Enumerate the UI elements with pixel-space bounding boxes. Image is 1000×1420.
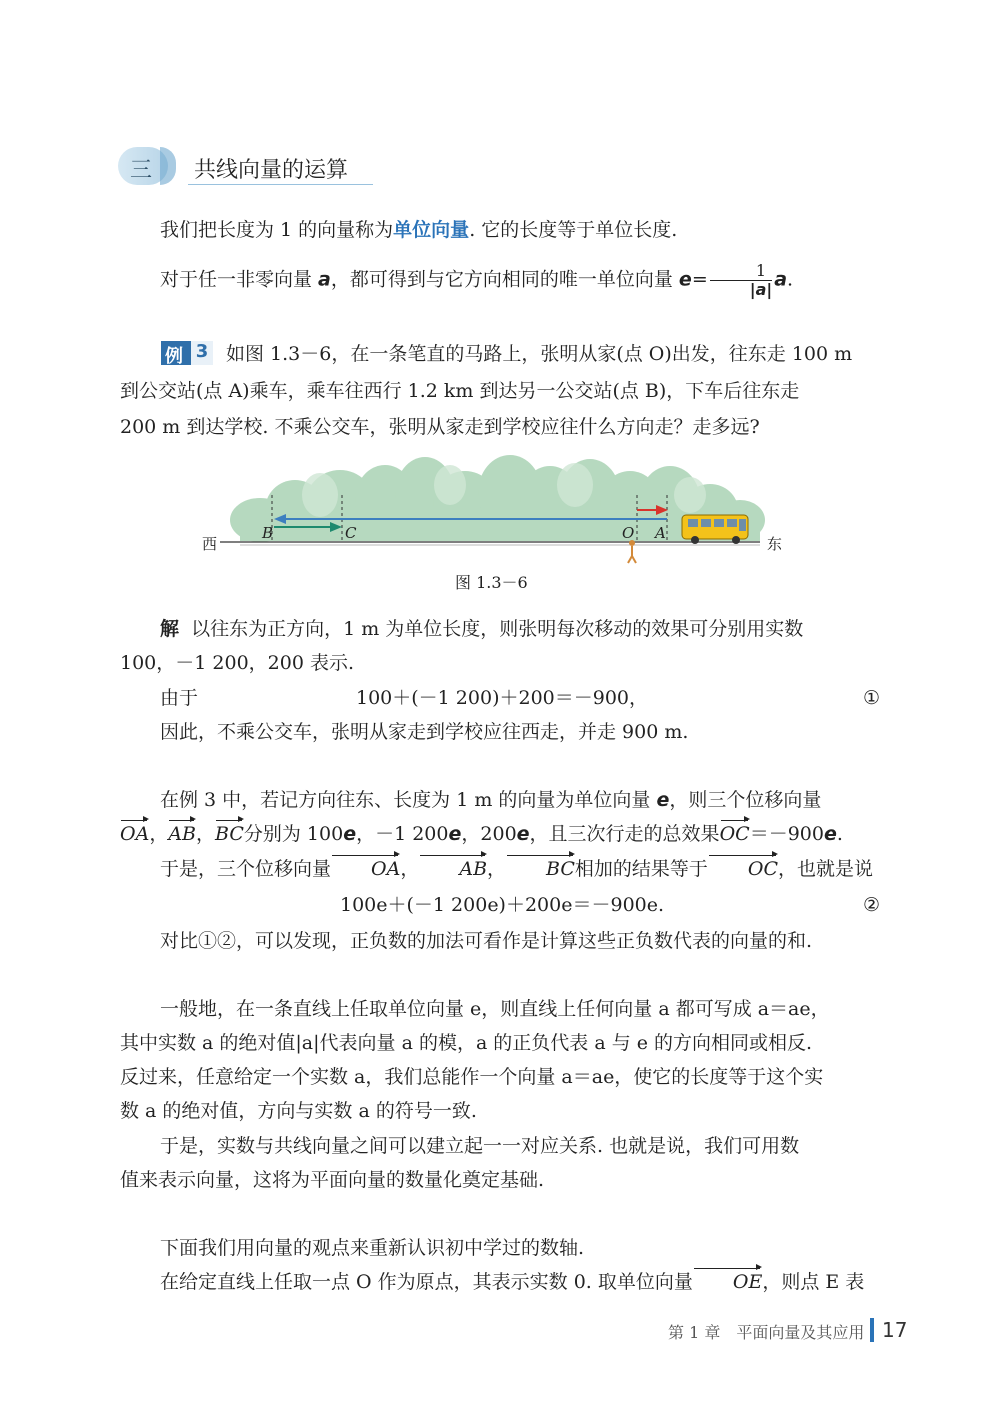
text: ，且三次行走的总效果	[529, 823, 720, 845]
text: ，－1 200	[356, 823, 449, 845]
text: 在给定直线上任取一点 O 作为原点，其表示实数 0. 取单位向量	[160, 1271, 693, 1293]
equation-2-number: ②	[862, 894, 880, 916]
text: .	[787, 268, 794, 291]
unit-vector-definition	[120, 218, 880, 242]
text: 对于任一非零向量	[160, 268, 319, 291]
text: ＝－900	[749, 823, 824, 845]
figure-road-trees	[200, 455, 800, 567]
text: ，200	[461, 823, 517, 845]
vector-OC: OC	[708, 857, 778, 881]
fraction-numerator: 1	[710, 262, 772, 281]
solution-line-2: 100，－1 200，200 表示.	[120, 652, 355, 674]
para4-line-3: 反过来，任意给定一个实数 a，我们总能作一个向量 a＝ae，使它的长度等于这个实	[120, 1066, 824, 1088]
vector-AB: AB	[419, 857, 487, 881]
footer	[600, 1318, 908, 1344]
para4-line-6: 值来表示向量，这将为平面向量的数量化奠定基础.	[120, 1169, 545, 1191]
text: ，	[149, 823, 169, 845]
figure-point-A: A	[655, 524, 666, 542]
equation-1: 100＋(－1 200)＋200＝－900，	[356, 687, 649, 709]
var-e: e	[656, 789, 670, 811]
var-e: e	[823, 823, 837, 845]
example-badge-number: 3	[191, 341, 213, 365]
unit-vector-formula	[120, 262, 880, 299]
section-badge-accent	[160, 147, 176, 185]
text: ，	[400, 858, 420, 880]
footer-divider	[870, 1318, 874, 1342]
figure-label-west: 西	[202, 535, 218, 553]
figure-caption: 图 1.3－6	[455, 573, 528, 592]
text: ，则三个位移向量	[669, 789, 822, 811]
var-a: a	[774, 268, 788, 291]
solution-conclusion: 因此，不乘公交车，张明从家走到学校应往西走，并走 900 m.	[160, 721, 689, 743]
text: . 它的长度等于单位长度.	[469, 219, 678, 241]
text: ，	[487, 858, 507, 880]
text: 分别为 100	[243, 823, 344, 845]
text: ，都可得到与它方向相同的唯一单位向量	[330, 268, 679, 291]
para5-line-2	[120, 1270, 880, 1294]
equation-1-number: ①	[862, 687, 880, 709]
para3-line-3	[120, 857, 880, 881]
figure-point-C: C	[345, 524, 357, 542]
equals: =	[691, 268, 708, 291]
section-number: 三	[130, 158, 153, 183]
vector-OC: OC	[719, 823, 750, 845]
text: ，则点 E 表	[762, 1271, 865, 1293]
example-line-3: 200 m 到达学校. 不乘公交车，张明从家走到学校应往什么方向走？走多远?	[120, 416, 760, 438]
term-unit-vector: 单位向量	[393, 219, 470, 241]
figure-point-O: O	[622, 524, 635, 542]
text: 在例 3 中，若记方向往东、长度为 1 m 的向量为单位向量	[160, 789, 657, 811]
text: ，	[196, 823, 216, 845]
example-badge-word: 例	[165, 346, 183, 367]
var-e: e	[516, 823, 530, 845]
vector-BC: BC	[506, 857, 575, 881]
solution-label: 解	[160, 618, 180, 640]
solution-text: 以往东为正方向，1 m 为单位长度，则张明每次移动的效果可分别用实数	[191, 618, 804, 640]
para4-line-1: 一般地，在一条直线上任取单位向量 e，则直线上任何向量 a 都可写成 a＝ae，	[160, 998, 830, 1020]
para4-line-2: 其中实数 a 的绝对值|a|代表向量 a 的模，a 的正负代表 a 与 e 的方向相同或相反.	[120, 1032, 813, 1054]
example-line-1: 如图 1.3－6，在一条笔直的马路上，张明从家(点 O)出发，往东走 100 m	[226, 343, 853, 365]
para4-line-5: 于是，实数与共线向量之间可以建立起一一对应关系. 也就是说，我们可用数	[160, 1135, 800, 1157]
example-line-2: 到公交站(点 A)乘车，乘车往西行 1.2 km 到达另一公交站(点 B)，下车后往东走	[120, 380, 800, 402]
para4-line-4: 数 a 的绝对值，方向与实数 a 的符号一致.	[120, 1100, 477, 1122]
solution-line-1	[120, 617, 880, 641]
solution-text	[179, 618, 191, 640]
text: 于是，三个位移向量	[160, 858, 332, 880]
example-badge	[161, 341, 213, 365]
para3-line-2	[120, 822, 880, 846]
fraction-denominator: |a|	[749, 280, 773, 299]
section-heading	[118, 145, 378, 187]
var-e: e	[343, 823, 357, 845]
page-number: 17	[882, 1318, 908, 1342]
section-underline	[188, 184, 373, 185]
vector-BC: BC	[215, 823, 244, 845]
figure-label-east: 东	[767, 535, 783, 553]
footer-chapter: 第 1 章 平面向量及其应用	[668, 1323, 865, 1342]
text: ，也就是说	[778, 858, 874, 880]
equation-2: 100e＋(－1 200e)＋200e＝－900e.	[340, 894, 665, 916]
vector-OE: OE	[693, 1270, 762, 1294]
since-label: 由于	[160, 687, 199, 709]
para3-line-1	[120, 788, 880, 812]
var-e: e	[448, 823, 462, 845]
vector-AB: AB	[168, 823, 197, 845]
para3-line-4: 对比①②，可以发现，正负数的加法可看作是计算这些正负数代表的向量的和.	[160, 930, 813, 952]
text: 我们把长度为 1 的向量称为	[160, 219, 394, 241]
var-e: e	[678, 268, 692, 291]
var-a: a	[318, 268, 331, 291]
vector-OA: OA	[120, 823, 150, 845]
section-title: 共线向量的运算	[194, 158, 349, 183]
para5-line-1: 下面我们用向量的观点来重新认识初中学过的数轴.	[160, 1237, 585, 1259]
walker-icon	[628, 540, 636, 563]
figure-point-B: B	[262, 524, 274, 542]
fraction	[710, 262, 772, 299]
text: .	[836, 823, 843, 845]
vector-OA: OA	[331, 857, 400, 881]
text: 相加的结果等于	[574, 858, 708, 880]
